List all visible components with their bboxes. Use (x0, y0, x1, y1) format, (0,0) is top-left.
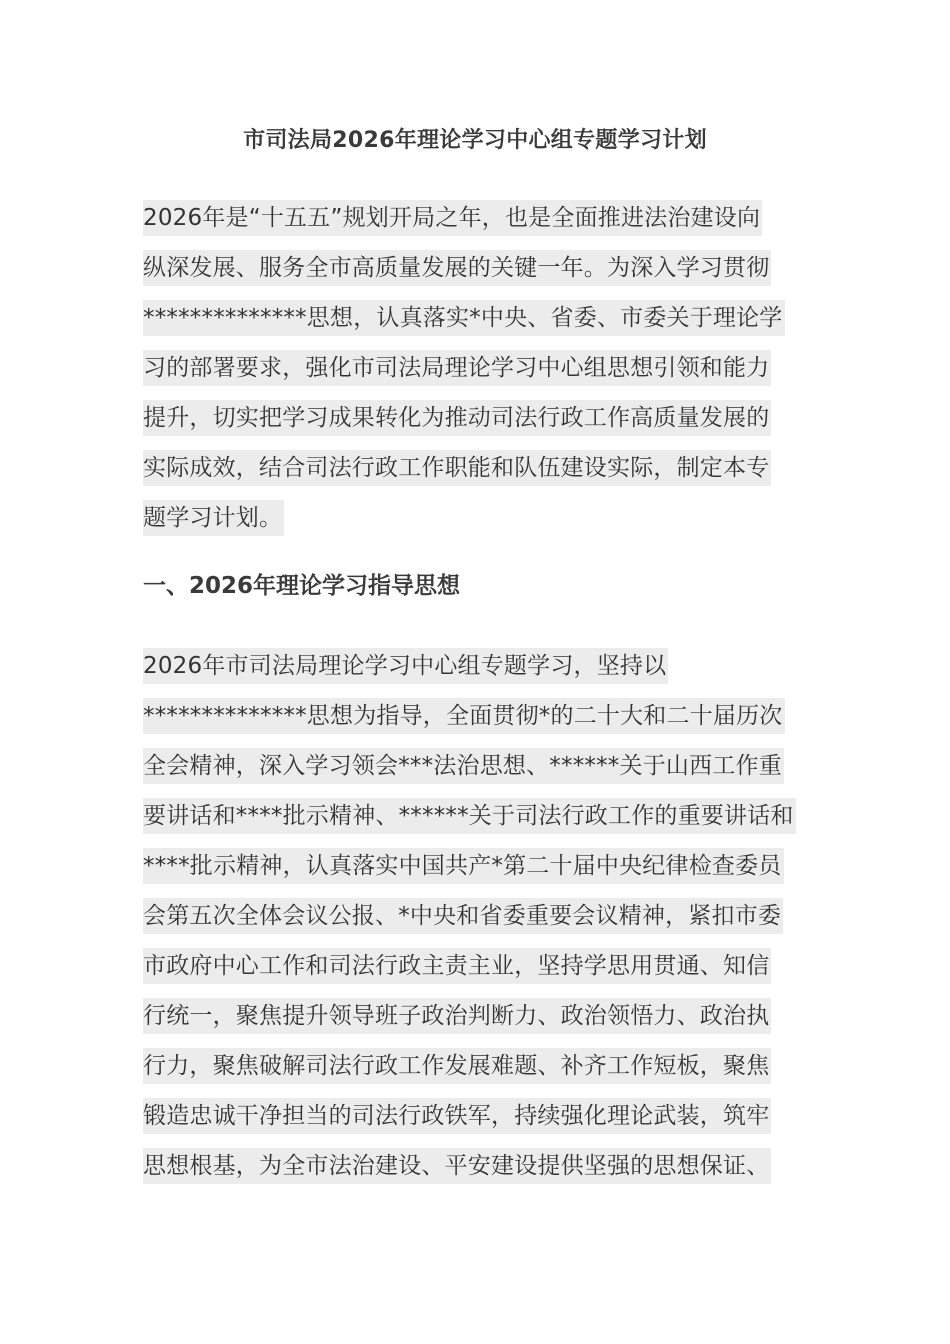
paragraph-line: 题学习计划。 (143, 493, 807, 543)
paragraph-line: 会第五次全体会议公报、*中央和省委重要会议精神，紧扣市委 (143, 891, 807, 941)
document-title: 市司法局2026年理论学习中心组专题学习计划 (243, 128, 707, 153)
paragraph-line: 实际成效，结合司法行政工作职能和队伍建设实际，制定本专 (143, 443, 807, 493)
paragraph-line: 2026年是“十五五”规划开局之年，也是全面推进法治建设向 (143, 193, 807, 243)
paragraph-line: 锻造忠诚干净担当的司法行政铁军，持续强化理论武装，筑牢 (143, 1091, 807, 1141)
paragraph-line: 市政府中心工作和司法行政主责主业，坚持学思用贯通、知信 (143, 941, 807, 991)
paragraph-line: **************思想，认真落实*中央、省委、市委关于理论学 (143, 293, 807, 343)
paragraph-line: 习的部署要求，强化市司法局理论学习中心组思想引领和能力 (143, 343, 807, 393)
intro-paragraph (143, 193, 807, 543)
paragraph-line: 2026年市司法局理论学习中心组专题学习，坚持以 (143, 641, 807, 691)
paragraph-line: ****批示精神，认真落实中国共产*第二十届中央纪律检查委员 (143, 841, 807, 891)
section-heading: 一、2026年理论学习指导思想 (143, 573, 461, 599)
section-paragraph (143, 641, 807, 1191)
paragraph-line: 要讲话和****批示精神、******关于司法行政工作的重要讲话和 (143, 791, 807, 841)
paragraph-line: 行力，聚焦破解司法行政工作发展难题、补齐工作短板，聚焦 (143, 1041, 807, 1091)
paragraph-line: 提升，切实把学习成果转化为推动司法行政工作高质量发展的 (143, 393, 807, 443)
paragraph-line: 纵深发展、服务全市高质量发展的关键一年。为深入学习贯彻 (143, 243, 807, 293)
paragraph-line: 行统一，聚焦提升领导班子政治判断力、政治领悟力、政治执 (143, 991, 807, 1041)
paragraph-line: 全会精神，深入学习领会***法治思想、******关于山西工作重 (143, 741, 807, 791)
paragraph-line: 思想根基，为全市法治建设、平安建设提供坚强的思想保证、 (143, 1141, 807, 1191)
paragraph-line: **************思想为指导，全面贯彻*的二十大和二十届历次 (143, 691, 807, 741)
